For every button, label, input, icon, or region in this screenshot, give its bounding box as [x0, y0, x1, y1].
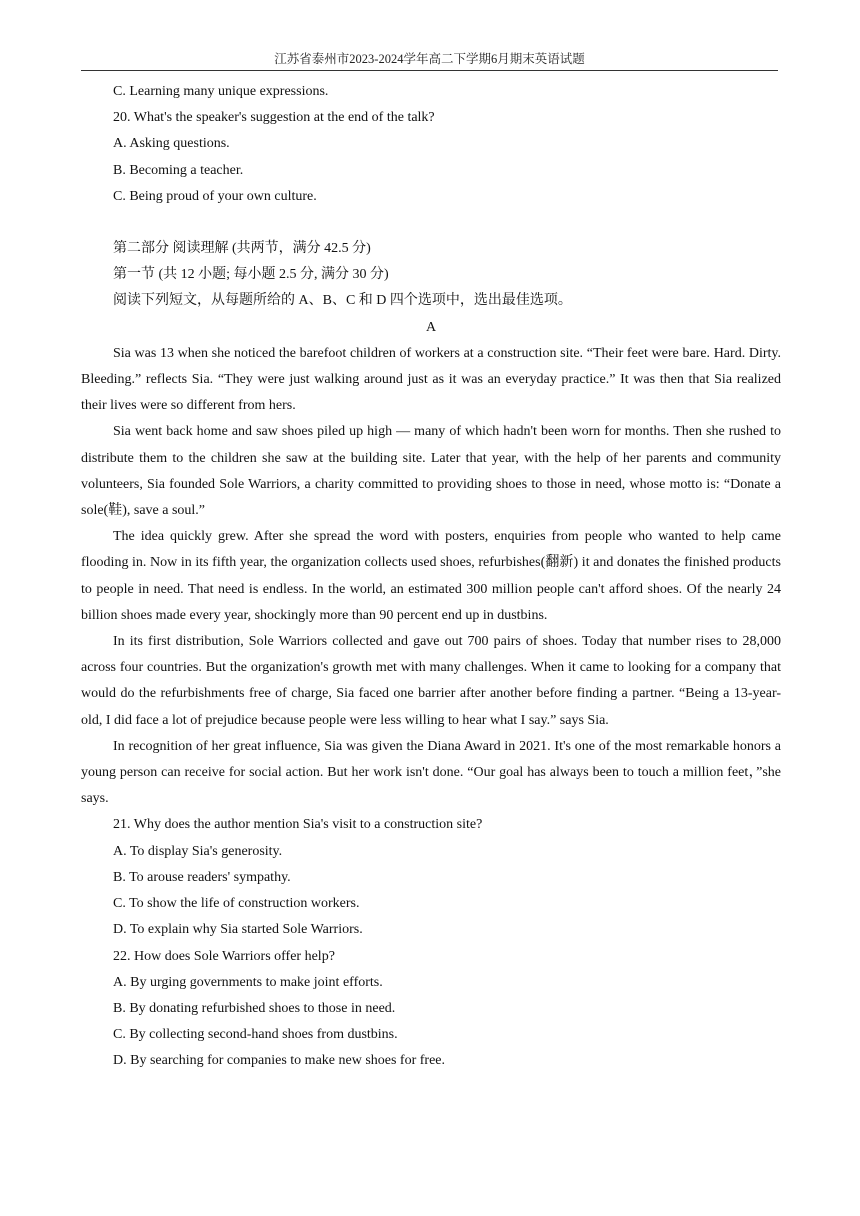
q22-option-a: A. By urging governments to make joint efforts. [113, 974, 383, 990]
passage-paragraph: Sia went back home and saw shoes piled up high — many of which hadn't been worn for months. Then she rushed to distribute them to the children she saw at the building site. Later that year, with the help of her parents and community volunteers, Sia founded Sole Warriors, a charity committed to providing shoes to those in need, whose motto is: “Donate a sole(鞋), save a soul.” [81, 424, 781, 519]
passage-paragraph: In its first distribution, Sole Warriors collected and gave out 700 pairs of shoes. Today that number rises to 28,000 across four countries. But the organization's growth met with many challenges. When it came to looking for a company that would do the refurbishments free of charge, Sia faced one barrier after another before finding a partner. “Being a 13-year-old, I did face a lot of prejudice because people were less willing to hear what I say.” says Sia. [81, 634, 781, 728]
q22-option-c: C. By collecting second-hand shoes from dustbins. [113, 1027, 398, 1043]
header-divider [81, 70, 778, 71]
q21-option-b: B. To arouse readers' sympathy. [113, 869, 291, 885]
q22-option-d: D. By searching for companies to make new shoes for free. [113, 1053, 446, 1069]
q20-option-b: B. Becoming a teacher. [113, 162, 244, 178]
passage-label: A [425, 319, 437, 335]
q20-stem: 20. What's the speaker's suggestion at the end of the talk? [113, 110, 435, 126]
q21-option-c: C. To show the life of construction workers. [113, 896, 360, 912]
q21-stem: 21. Why does the author mention Sia's visit to a construction site? [113, 817, 483, 833]
q21-option-a: A. To display Sia's generosity. [113, 843, 283, 859]
q22-option-b: B. By donating refurbished shoes to those in need. [113, 1000, 396, 1016]
q20-option-c: C. Being proud of your own culture. [113, 188, 317, 204]
section-gap [81, 210, 781, 236]
q19-option-c: C. Learning many unique expressions. [113, 84, 329, 99]
page-content [81, 79, 781, 1075]
part2-title: 第二部分 阅读理解 (共两节，满分 42.5 分) [113, 241, 371, 257]
section1-instruction: 阅读下列短文，从每题所给的 A、B、C 和 D 四个选项中，选出最佳选项。 [113, 293, 572, 309]
passage-paragraph: In recognition of her great influence, Sia was given the Diana Award in 2021. It's one of the most remarkable honors a young person can receive for social action. But her work isn't done. “Our goal has always been to touch a million feet，”she says. [81, 738, 781, 807]
passage-paragraph: Sia was 13 when she noticed the barefoot children of workers at a construction site. “Their feet were bare. Hard. Dirty. Bleeding.” reflects Sia. “They were just walking around just as it was an everyday practice.” It was then that Sia realized their lives were so different from hers. [81, 345, 781, 414]
page-header-title: 江苏省泰州市2023-2024学年高二下学期6月期末英语试题 [274, 52, 585, 66]
section1-title: 第一节 (共 12 小题; 每小题 2.5 分, 满分 30 分) [113, 267, 389, 283]
passage-paragraph: The idea quickly grew. After she spread the word with posters, enquiries from people who wanted to help came flooding in. Now in its fifth year, the organization collects used shoes, refurbishes(翻新) it and donates the finished products to people in need. That need is endless. In the world, an estimated 300 million people can't afford shoes. Of the nearly 24 billion shoes made every year, shockingly more than 90 percent end up in dustbins. [81, 529, 781, 623]
q22-stem: 22. How does Sole Warriors offer help? [113, 948, 335, 964]
q20-option-a: A. Asking questions. [113, 136, 230, 152]
q21-option-d: D. To explain why Sia started Sole Warriors. [113, 922, 363, 938]
